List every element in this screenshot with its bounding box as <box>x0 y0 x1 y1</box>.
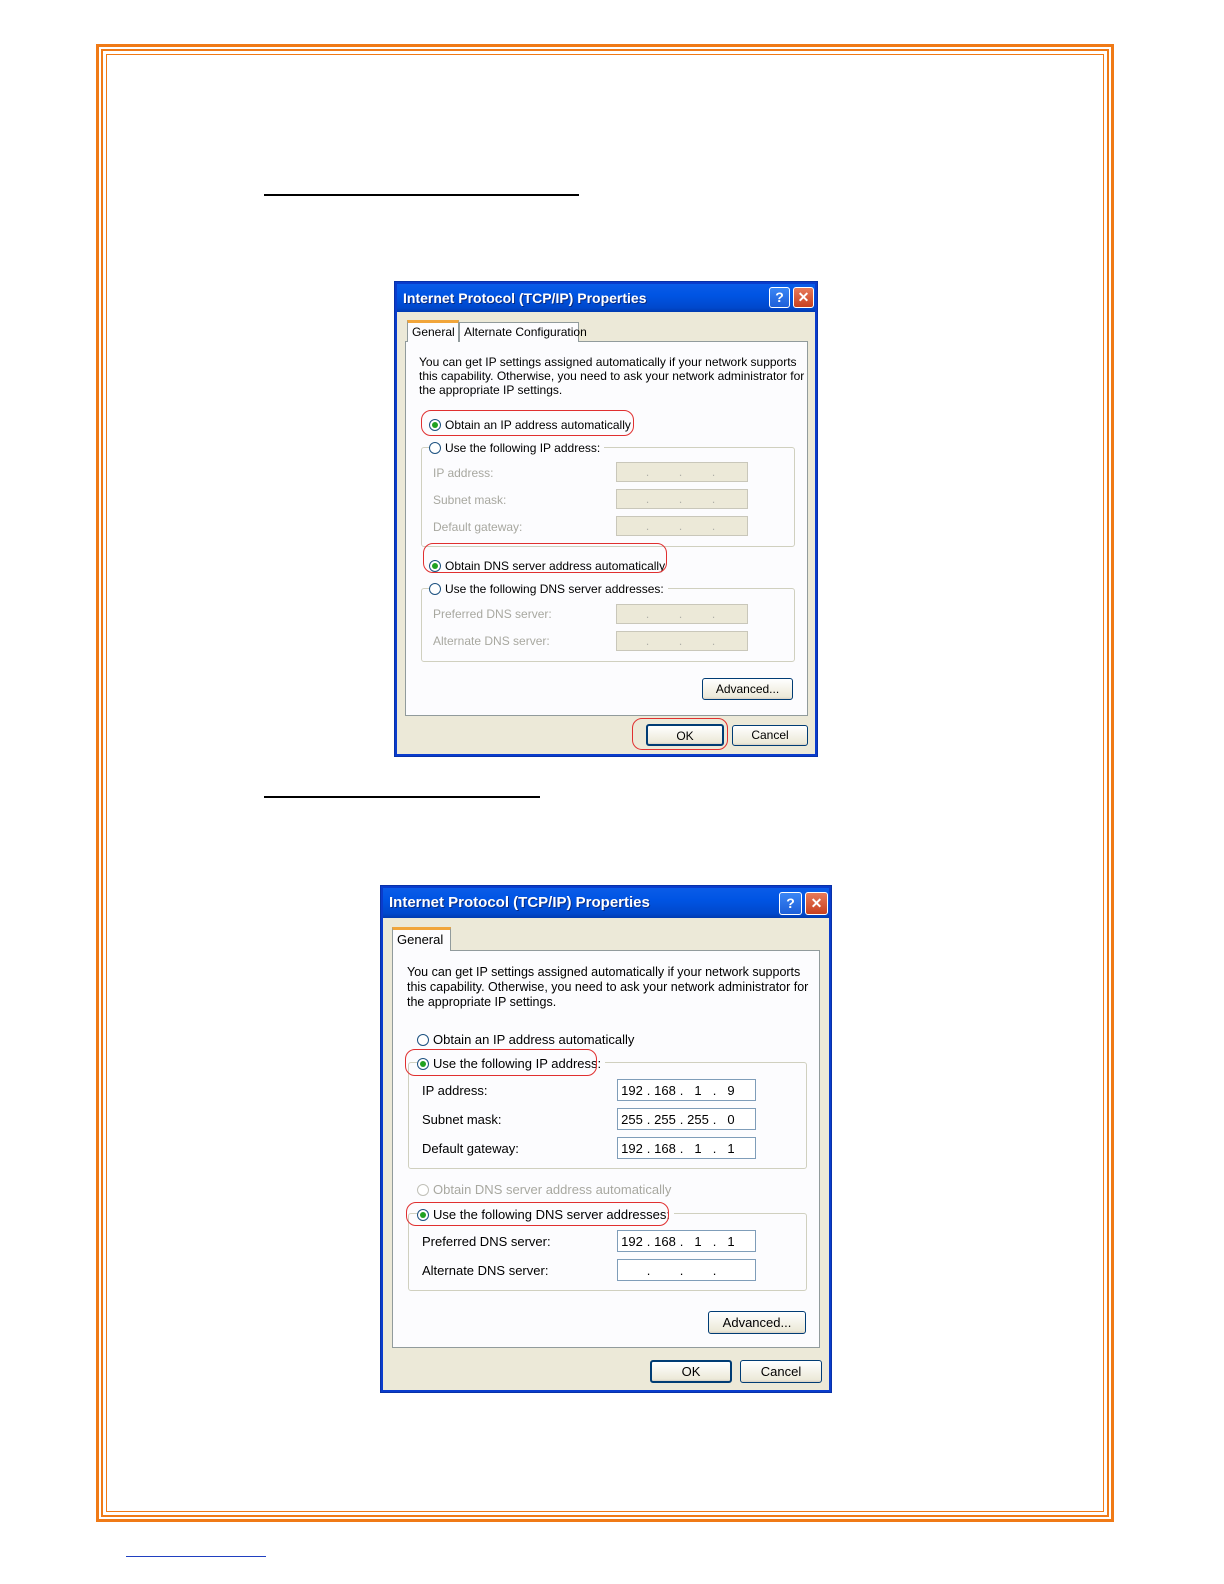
subnet-mask-label: Subnet mask: <box>433 493 507 507</box>
tcpip-dialog-static <box>381 886 831 1392</box>
tab-general[interactable]: General <box>392 927 451 951</box>
dialog-titlebar <box>383 888 829 918</box>
radio-indicator <box>429 583 441 595</box>
cancel-button[interactable]: Cancel <box>740 1360 822 1383</box>
preferred-dns-label: Preferred DNS server: <box>433 607 552 621</box>
dialog-titlebar <box>397 284 815 312</box>
alternate-dns-field[interactable]: . . . <box>617 1259 756 1281</box>
radio-use-dns[interactable]: Use the following DNS server addresses: <box>417 1207 674 1222</box>
advanced-button[interactable]: Advanced... <box>708 1311 806 1334</box>
ok-button[interactable]: OK <box>646 724 724 746</box>
radio-obtain-ip[interactable]: Obtain an IP address automatically <box>417 1032 634 1047</box>
radio-use-ip[interactable]: Use the following IP address: <box>417 1056 605 1071</box>
tcpip-dialog-dhcp <box>395 282 817 756</box>
preferred-dns-field[interactable]: . . . <box>616 604 748 624</box>
radio-indicator <box>429 442 441 454</box>
tab-general[interactable]: General <box>407 320 459 342</box>
help-button[interactable] <box>779 892 802 915</box>
heading-underline-1 <box>264 194 579 196</box>
dialog-title: Internet Protocol (TCP/IP) Properties <box>403 290 647 306</box>
help-icon: ? <box>775 289 784 305</box>
close-icon: ✕ <box>810 895 823 911</box>
close-icon: ✕ <box>797 289 810 305</box>
description-text: You can get IP settings assigned automatically if your network supports this capability. Otherwise, you need to ask your network administrator for the appropriate IP settings. <box>407 965 809 1009</box>
ip-address-field[interactable]: 192 . 168 . 1 . 9 <box>617 1079 756 1101</box>
heading-underline-2 <box>264 796 540 798</box>
radio-obtain-ip[interactable]: Obtain an IP address automatically <box>429 418 631 432</box>
radio-indicator <box>417 1034 429 1046</box>
radio-obtain-dns[interactable]: Obtain DNS server address automatically <box>417 1182 671 1197</box>
ok-button[interactable]: OK <box>650 1360 732 1383</box>
radio-use-dns[interactable]: Use the following DNS server addresses: <box>429 582 668 596</box>
ip-address-label: IP address: <box>422 1083 488 1098</box>
highlight-ok <box>632 718 728 750</box>
alternate-dns-label: Alternate DNS server: <box>422 1263 549 1278</box>
help-icon: ? <box>786 895 795 911</box>
preferred-dns-field[interactable]: 192 . 168 . 1 . 1 <box>617 1230 756 1252</box>
default-gateway-label: Default gateway: <box>433 520 523 534</box>
highlight-obtain-dns <box>423 543 667 573</box>
default-gateway-label: Default gateway: <box>422 1141 519 1156</box>
ip-address-field[interactable]: . . . <box>616 462 748 482</box>
radio-obtain-dns[interactable]: Obtain DNS server address automatically <box>429 559 665 573</box>
subnet-mask-field[interactable]: . . . <box>616 489 748 509</box>
preferred-dns-label: Preferred DNS server: <box>422 1234 551 1249</box>
subnet-mask-label: Subnet mask: <box>422 1112 502 1127</box>
alternate-dns-label: Alternate DNS server: <box>433 634 550 648</box>
close-button[interactable] <box>805 892 828 915</box>
radio-use-ip[interactable]: Use the following IP address: <box>429 441 604 455</box>
description-text: You can get IP settings assigned automatically if your network supports this capability. Otherwise, you need to ask your network administrator for the appropriate IP settings. <box>419 355 805 397</box>
highlight-obtain-ip <box>421 410 634 436</box>
advanced-button[interactable]: Advanced... <box>702 678 793 700</box>
close-button[interactable] <box>793 287 814 308</box>
dialog-title: Internet Protocol (TCP/IP) Properties <box>389 894 650 911</box>
ip-address-label: IP address: <box>433 466 494 480</box>
alternate-dns-field[interactable]: . . . <box>616 631 748 651</box>
highlight-use-dns <box>406 1202 669 1226</box>
radio-indicator <box>417 1184 429 1196</box>
help-button[interactable] <box>769 287 790 308</box>
tab-alternate-configuration[interactable]: Alternate Configuration <box>459 322 579 342</box>
highlight-use-ip <box>405 1049 597 1076</box>
default-gateway-field[interactable]: . . . <box>616 516 748 536</box>
footer-link-underline <box>126 1556 266 1557</box>
subnet-mask-field[interactable]: 255 . 255 . 255 . 0 <box>617 1108 756 1130</box>
cancel-button[interactable]: Cancel <box>732 725 808 746</box>
default-gateway-field[interactable]: 192 . 168 . 1 . 1 <box>617 1137 756 1159</box>
